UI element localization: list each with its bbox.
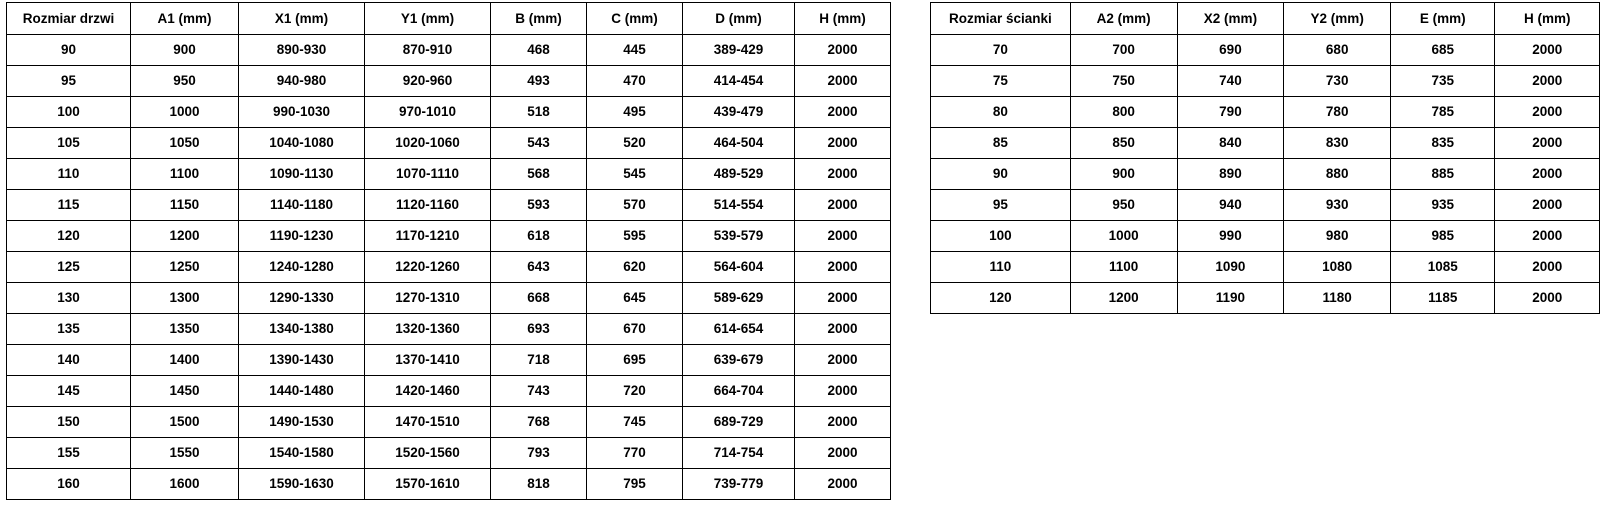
walls-cell: 80 [931,97,1071,128]
walls-cell: 680 [1284,35,1391,66]
walls-cell: 890 [1177,159,1284,190]
walls-cell: 120 [931,283,1071,314]
table-row [7,407,891,438]
doors-column-header: A1 (mm) [131,3,239,35]
doors-cell: 614-654 [683,314,795,345]
doors-cell: 155 [7,438,131,469]
doors-cell: 1220-1260 [365,252,491,283]
doors-cell: 539-579 [683,221,795,252]
doors-cell: 570 [587,190,683,221]
walls-cell: 1090 [1177,252,1284,283]
doors-cell: 595 [587,221,683,252]
walls-cell: 885 [1391,159,1495,190]
walls-cell: 790 [1177,97,1284,128]
doors-cell: 1070-1110 [365,159,491,190]
doors-cell: 470 [587,66,683,97]
walls-cell: 1085 [1391,252,1495,283]
walls-cell: 70 [931,35,1071,66]
walls-cell: 75 [931,66,1071,97]
doors-cell: 693 [491,314,587,345]
doors-cell: 593 [491,190,587,221]
doors-cell: 130 [7,283,131,314]
doors-cell: 1450 [131,376,239,407]
doors-cell: 589-629 [683,283,795,314]
doors-cell: 125 [7,252,131,283]
doors-table-header [7,3,891,35]
table-row [7,283,891,314]
doors-cell: 100 [7,97,131,128]
doors-cell: 2000 [795,283,891,314]
doors-cell: 890-930 [239,35,365,66]
walls-cell: 85 [931,128,1071,159]
walls-table-container [930,2,1600,314]
walls-cell: 880 [1284,159,1391,190]
walls-table-header [931,3,1600,35]
doors-cell: 2000 [795,221,891,252]
walls-cell: 2000 [1495,190,1600,221]
doors-cell: 150 [7,407,131,438]
walls-column-header: Y2 (mm) [1284,3,1391,35]
walls-cell: 980 [1284,221,1391,252]
doors-cell: 489-529 [683,159,795,190]
doors-cell: 1250 [131,252,239,283]
walls-cell: 90 [931,159,1071,190]
walls-dimensions-table [930,2,1600,314]
doors-cell: 2000 [795,345,891,376]
table-row [931,66,1600,97]
doors-cell: 770 [587,438,683,469]
doors-dimensions-table [6,2,891,500]
doors-cell: 668 [491,283,587,314]
doors-cell: 870-910 [365,35,491,66]
doors-cell: 564-604 [683,252,795,283]
doors-cell: 1320-1360 [365,314,491,345]
table-row [7,469,891,500]
doors-cell: 2000 [795,128,891,159]
walls-cell: 985 [1391,221,1495,252]
doors-cell: 695 [587,345,683,376]
doors-cell: 135 [7,314,131,345]
doors-cell: 1350 [131,314,239,345]
doors-cell: 1190-1230 [239,221,365,252]
doors-cell: 1140-1180 [239,190,365,221]
doors-cell: 145 [7,376,131,407]
doors-cell: 990-1030 [239,97,365,128]
doors-cell: 2000 [795,314,891,345]
doors-cell: 105 [7,128,131,159]
doors-cell: 520 [587,128,683,159]
table-row [931,128,1600,159]
doors-cell: 1270-1310 [365,283,491,314]
doors-cell: 818 [491,469,587,500]
doors-cell: 1490-1530 [239,407,365,438]
doors-cell: 1300 [131,283,239,314]
doors-cell: 1340-1380 [239,314,365,345]
doors-cell: 689-729 [683,407,795,438]
table-row [931,35,1600,66]
walls-cell: 95 [931,190,1071,221]
doors-cell: 618 [491,221,587,252]
doors-table-container [6,2,891,500]
walls-cell: 730 [1284,66,1391,97]
walls-cell: 1185 [1391,283,1495,314]
doors-cell: 1440-1480 [239,376,365,407]
doors-cell: 1370-1410 [365,345,491,376]
doors-cell: 518 [491,97,587,128]
walls-cell: 990 [1177,221,1284,252]
doors-cell: 743 [491,376,587,407]
table-row [931,252,1600,283]
doors-column-header: H (mm) [795,3,891,35]
walls-cell: 100 [931,221,1071,252]
doors-column-header: X1 (mm) [239,3,365,35]
table-row [7,438,891,469]
walls-column-header: Rozmiar ścianki [931,3,1071,35]
table-row [7,190,891,221]
doors-cell: 1500 [131,407,239,438]
doors-cell: 2000 [795,407,891,438]
walls-cell: 1200 [1070,283,1177,314]
doors-cell: 1150 [131,190,239,221]
table-row [7,314,891,345]
doors-cell: 1550 [131,438,239,469]
walls-column-header: A2 (mm) [1070,3,1177,35]
walls-cell: 940 [1177,190,1284,221]
doors-cell: 468 [491,35,587,66]
walls-cell: 1100 [1070,252,1177,283]
doors-cell: 160 [7,469,131,500]
doors-cell: 1020-1060 [365,128,491,159]
table-row [7,35,891,66]
doors-cell: 643 [491,252,587,283]
walls-cell: 735 [1391,66,1495,97]
walls-cell: 750 [1070,66,1177,97]
doors-cell: 793 [491,438,587,469]
table-row [7,221,891,252]
doors-cell: 940-980 [239,66,365,97]
walls-cell: 2000 [1495,128,1600,159]
doors-cell: 2000 [795,469,891,500]
table-row [7,159,891,190]
walls-cell: 740 [1177,66,1284,97]
walls-cell: 1080 [1284,252,1391,283]
walls-cell: 2000 [1495,66,1600,97]
walls-cell: 950 [1070,190,1177,221]
doors-cell: 1570-1610 [365,469,491,500]
walls-cell: 1190 [1177,283,1284,314]
doors-cell: 670 [587,314,683,345]
walls-table-body [931,35,1600,314]
table-header-row [931,3,1600,35]
doors-cell: 1420-1460 [365,376,491,407]
doors-cell: 768 [491,407,587,438]
walls-cell: 850 [1070,128,1177,159]
doors-cell: 115 [7,190,131,221]
walls-cell: 780 [1284,97,1391,128]
doors-cell: 2000 [795,438,891,469]
doors-cell: 90 [7,35,131,66]
table-row [931,97,1600,128]
doors-cell: 1290-1330 [239,283,365,314]
doors-cell: 1000 [131,97,239,128]
doors-cell: 495 [587,97,683,128]
doors-cell: 970-1010 [365,97,491,128]
doors-cell: 1120-1160 [365,190,491,221]
doors-cell: 545 [587,159,683,190]
walls-cell: 685 [1391,35,1495,66]
doors-cell: 645 [587,283,683,314]
table-row [931,283,1600,314]
doors-cell: 568 [491,159,587,190]
doors-column-header: Rozmiar drzwi [7,3,131,35]
walls-cell: 835 [1391,128,1495,159]
table-row [7,252,891,283]
doors-cell: 543 [491,128,587,159]
doors-cell: 1390-1430 [239,345,365,376]
table-row [7,97,891,128]
doors-cell: 110 [7,159,131,190]
doors-cell: 1040-1080 [239,128,365,159]
doors-cell: 2000 [795,376,891,407]
doors-cell: 1090-1130 [239,159,365,190]
doors-cell: 1240-1280 [239,252,365,283]
doors-cell: 1540-1580 [239,438,365,469]
doors-cell: 664-704 [683,376,795,407]
doors-cell: 2000 [795,66,891,97]
doors-cell: 745 [587,407,683,438]
walls-cell: 930 [1284,190,1391,221]
doors-cell: 445 [587,35,683,66]
doors-cell: 1590-1630 [239,469,365,500]
doors-cell: 2000 [795,190,891,221]
doors-column-header: C (mm) [587,3,683,35]
table-row [931,221,1600,252]
doors-cell: 95 [7,66,131,97]
doors-cell: 795 [587,469,683,500]
doors-column-header: B (mm) [491,3,587,35]
doors-cell: 2000 [795,35,891,66]
walls-cell: 690 [1177,35,1284,66]
doors-cell: 439-479 [683,97,795,128]
doors-cell: 718 [491,345,587,376]
doors-cell: 1100 [131,159,239,190]
doors-cell: 493 [491,66,587,97]
doors-cell: 900 [131,35,239,66]
doors-cell: 120 [7,221,131,252]
table-row [7,345,891,376]
doors-cell: 514-554 [683,190,795,221]
doors-cell: 1200 [131,221,239,252]
doors-cell: 2000 [795,252,891,283]
table-row [7,376,891,407]
walls-column-header: H (mm) [1495,3,1600,35]
table-row [7,128,891,159]
walls-cell: 2000 [1495,283,1600,314]
doors-cell: 1400 [131,345,239,376]
doors-cell: 464-504 [683,128,795,159]
doors-cell: 2000 [795,159,891,190]
doors-cell: 639-679 [683,345,795,376]
walls-cell: 2000 [1495,159,1600,190]
doors-cell: 920-960 [365,66,491,97]
doors-cell: 1470-1510 [365,407,491,438]
walls-cell: 785 [1391,97,1495,128]
walls-cell: 2000 [1495,252,1600,283]
doors-cell: 739-779 [683,469,795,500]
doors-column-header: Y1 (mm) [365,3,491,35]
table-header-row [7,3,891,35]
walls-cell: 840 [1177,128,1284,159]
table-row [7,66,891,97]
walls-cell: 2000 [1495,97,1600,128]
doors-cell: 1170-1210 [365,221,491,252]
walls-column-header: E (mm) [1391,3,1495,35]
walls-cell: 2000 [1495,221,1600,252]
walls-cell: 110 [931,252,1071,283]
doors-cell: 1050 [131,128,239,159]
walls-cell: 700 [1070,35,1177,66]
doors-cell: 140 [7,345,131,376]
walls-cell: 900 [1070,159,1177,190]
doors-cell: 720 [587,376,683,407]
walls-cell: 1180 [1284,283,1391,314]
doors-cell: 620 [587,252,683,283]
doors-cell: 389-429 [683,35,795,66]
walls-cell: 1000 [1070,221,1177,252]
doors-cell: 950 [131,66,239,97]
doors-column-header: D (mm) [683,3,795,35]
table-row [931,159,1600,190]
doors-table-body [7,35,891,500]
walls-cell: 2000 [1495,35,1600,66]
doors-cell: 714-754 [683,438,795,469]
walls-cell: 830 [1284,128,1391,159]
doors-cell: 1520-1560 [365,438,491,469]
walls-column-header: X2 (mm) [1177,3,1284,35]
walls-cell: 935 [1391,190,1495,221]
doors-cell: 1600 [131,469,239,500]
doors-cell: 2000 [795,97,891,128]
doors-cell: 414-454 [683,66,795,97]
table-row [931,190,1600,221]
walls-cell: 800 [1070,97,1177,128]
